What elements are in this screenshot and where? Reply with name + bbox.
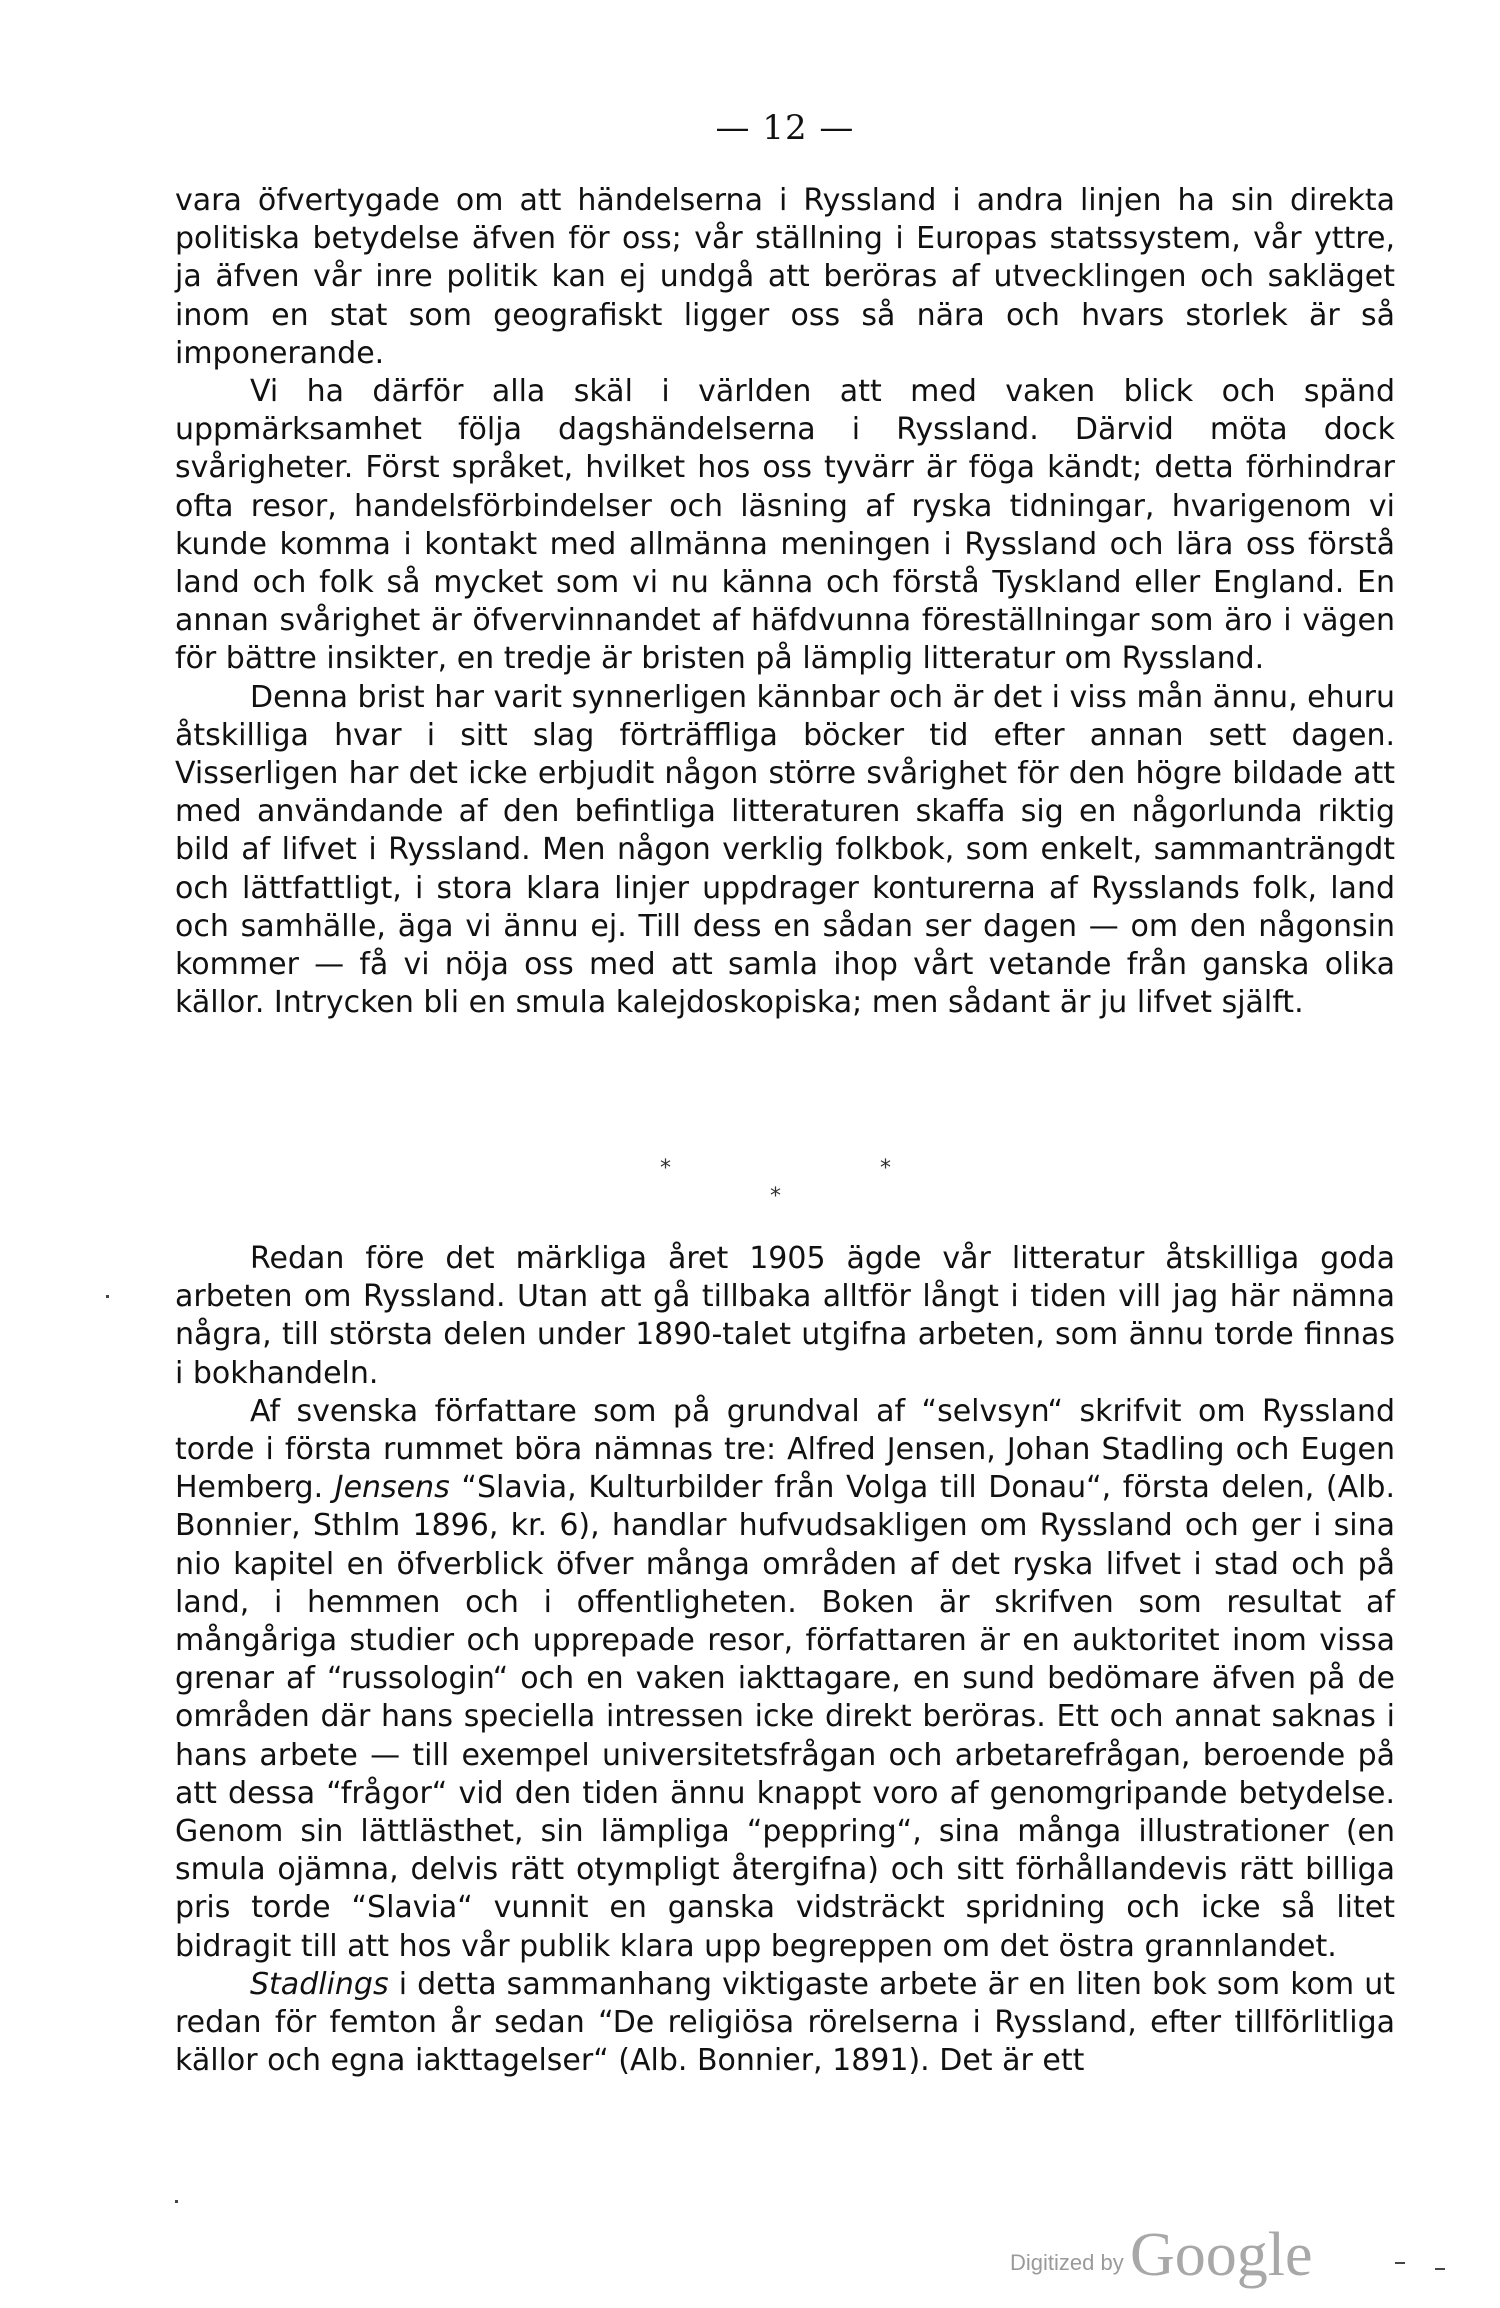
stadling-text: i detta sammanhang viktigaste arbete är en liten bok som kom ut redan för femton år sedan “De religiösa rörelserna i Ryssland, efter tillförlitliga källor och egna iakttagelser“ (Alb. Bonnier, 1891). Det är ett bbox=[175, 1966, 1395, 2079]
jensen-slavia-text: “Slavia, Kulturbilder från Volga till Donau“, första delen, (Alb. Bonnier, Sthlm 1896, kr. 6), handlar hufvudsakligen om Ryssland och ger i sina nio kapitel en öfverblick öfver många områden af det ryska lifvet i stad och på land, i hemmen och i offentligheten. Boken är skrifven som resultat af mångåriga studier och upprepade resor, författaren är en auktoritet inom vissa grenar af “russologin“ och en vaken iakttagare, en sund bedömare äfven på de områden där hans speciella intressen icke direkt beröras. Ett och annat saknas i hans arbete — till exempel universitetsfrågan och arbetarefrågan, beroende på att dessa “frågor“ vid den tiden ännu knappt voro af genomgripande betydelse. Genom sin lättlästhet, sin lämpliga “peppring“, sina många illustrationer (en smula ojämna, delvis rätt otympligt återgifna) och sitt förhållandevis rätt billiga pris torde “Slavia“ vunnit en ganska vidsträckt spridning och icke så litet bidragit till att hos vår publik klara upp begreppen om det östra grannlandet. bbox=[175, 1470, 1396, 1964]
ink-speck bbox=[106, 1295, 109, 1298]
author-stadlings: Stadlings bbox=[250, 1966, 389, 2002]
ink-speck bbox=[175, 2200, 178, 2203]
asterisk: * bbox=[770, 1184, 781, 1209]
ink-speck bbox=[1435, 2268, 1445, 2270]
asterisk: * bbox=[660, 1156, 671, 1181]
author-jensens: Jensens bbox=[334, 1470, 450, 1506]
swedish-authors-intro: Af svenska författare som på grundval af “selvsyn“ skrifvit om Ryssland torde i första rummet böra nämnas tre: Alfred Jensen, Johan Stadling och Eugen Hemberg. bbox=[175, 1393, 1395, 1506]
paragraph-difficulties: Vi ha därför alla skäl i världen att med vaken blick och spänd uppmärksamhet följa dagshändelserna i Ryssland. Därvid möta dock svårigheter. Först språket, hvilket hos oss tyvärr är föga kändt; detta förhindrar ofta resor, handelsförbindelser och läsning af ryska tidningar, hvarigenom vi kunde komma i kontakt med allmänna meningen i Ryssland och lära oss förstå land och folk så mycket som vi nu känna och förstå Tyskland eller England. En annan svårighet är öfvervinnandet af häfdvunna föreställningar som äro i vägen för bättre insikter, en tredje är bristen på lämplig litteratur om Ryssland. bbox=[175, 374, 1395, 677]
section-one bbox=[175, 182, 1395, 1022]
asterisk: * bbox=[880, 1156, 891, 1181]
digitized-by-label: Digitized by bbox=[1010, 2250, 1124, 2275]
page-number: — 12 — bbox=[715, 108, 855, 148]
paragraph-stadling bbox=[175, 1966, 1395, 2081]
paragraph-swedish-authors bbox=[175, 1393, 1395, 1966]
paragraph-literature-gap: Denna brist har varit synnerligen kännbar och är det i viss mån ännu, ehuru åtskilliga hvar i sitt slag förträffliga böcker tid efter annan sett dagen. Visserligen har det icke erbjudit någon större svårighet för den högre bildade att med användande af den befintliga litteraturen skaffa sig en någorlunda riktig bild af lifvet i Ryssland. Men någon verklig folkbok, som enkelt, sammanträngdt och lättfattligt, i stora klara linjer uppdrager konturerna af Rysslands folk, land och samhälle, äga vi ännu ej. Till dess en sådan ser dagen — om den någonsin kommer — få vi nöja oss med att samla ihop vårt vetande från ganska olika källor. Intrycken bli en smula kalejdoskopiska; men sådant är ju lifvet själft. bbox=[175, 679, 1395, 1021]
google-logo: Google bbox=[1130, 2221, 1313, 2289]
section-separator bbox=[640, 1156, 900, 1216]
paragraph-continuation: vara öfvertygade om att händelserna i Ryssland i andra linjen ha sin direkta politiska betydelse äfven för oss; vår ställning i Europas statssystem, vår yttre, ja äfven vår inre politik kan ej undgå att beröras af utvecklingen och sakläget inom en stat som geografiskt ligger oss så nära och hvars storlek är så imponerande. bbox=[175, 183, 1395, 371]
ink-speck bbox=[1395, 2262, 1405, 2264]
section-two bbox=[175, 1240, 1395, 2080]
paragraph-before-1905: Redan före det märkliga året 1905 ägde vår litteratur åtskilliga goda arbeten om Ryssland. Utan att gå tillbaka alltför långt i tiden vill jag här nämna några, till största delen under 1890-talet utgifna arbeten, som ännu torde finnas i bokhandeln. bbox=[175, 1241, 1395, 1391]
